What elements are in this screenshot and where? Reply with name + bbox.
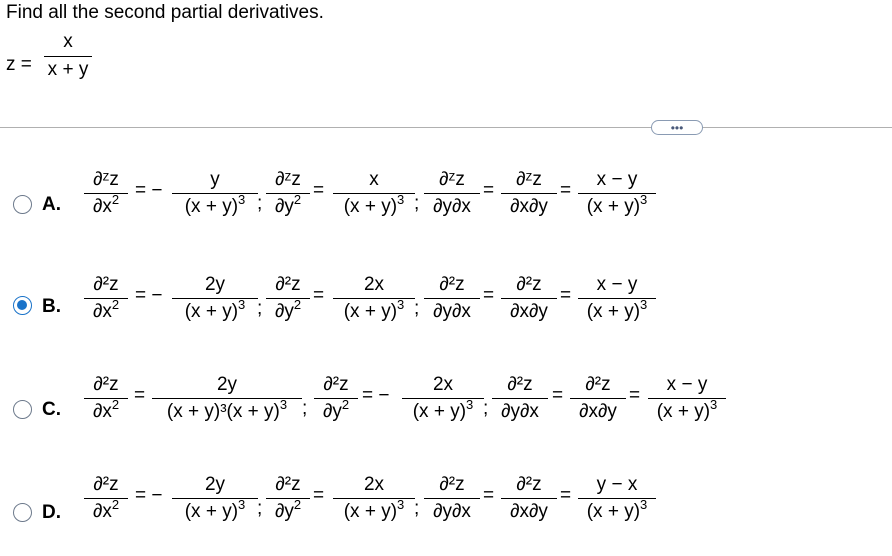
- d2z-numerator: ∂²z: [439, 274, 465, 295]
- equals-sign: =: [629, 385, 641, 406]
- d2z-numerator: ∂²z: [516, 474, 542, 495]
- equals-minus-sign: = −: [135, 485, 163, 506]
- exponent: 2: [293, 297, 302, 312]
- den-text: (x + y)³(x + y): [166, 401, 280, 422]
- rhs-denominator: [648, 399, 726, 425]
- section-divider: [0, 127, 892, 128]
- d2z-dy2-fraction: [266, 472, 310, 525]
- rhs-denominator: [172, 194, 258, 220]
- d2z-dxdy-fraction: [570, 372, 626, 425]
- rhs-fraction-2: [333, 167, 415, 220]
- exponent: 3: [397, 192, 405, 207]
- den-text: (x + y): [412, 401, 467, 422]
- d2z-dydx-fraction: [424, 167, 480, 220]
- den-text: (x + y): [586, 301, 641, 322]
- rhs-fraction-1: [172, 272, 258, 325]
- rhs-numerator: x − y: [596, 169, 638, 190]
- equals-minus-sign: = −: [135, 285, 163, 306]
- d2z-dydx-fraction: [424, 272, 480, 325]
- exponent: 2: [111, 297, 120, 312]
- exponent: 3: [238, 497, 246, 512]
- rhs-denominator: [333, 194, 415, 220]
- rhs-numerator: x − y: [596, 274, 638, 295]
- equals-sign: =: [313, 485, 325, 506]
- more-options-button[interactable]: •••: [651, 120, 703, 135]
- rhs-denominator: [578, 499, 656, 525]
- exponent: 3: [466, 397, 474, 412]
- d2z-numerator: ∂²z: [323, 374, 349, 395]
- exponent: 2: [111, 192, 120, 207]
- d2z-dxdy-fraction: [501, 472, 557, 525]
- radio-button-c[interactable]: [13, 400, 32, 419]
- dx-text: ∂x: [92, 401, 112, 422]
- rhs-denominator: [172, 499, 258, 525]
- dxdy-denominator: ∂x∂y: [510, 501, 548, 522]
- den-text: (x + y): [184, 301, 239, 322]
- dydx-denominator: ∂y∂x: [433, 196, 471, 217]
- dydx-denominator: ∂y∂x: [433, 501, 471, 522]
- rhs-denominator: [402, 399, 484, 425]
- rhs-fraction-1: [172, 167, 258, 220]
- rhs-numerator: y − x: [596, 474, 638, 495]
- exponent: 3: [640, 497, 648, 512]
- dy2-denominator: [266, 499, 310, 525]
- d2z-numerator: ∂²z: [275, 474, 301, 495]
- separator: ;: [414, 298, 420, 319]
- dy-text: ∂y: [322, 401, 342, 422]
- equals-sign: =: [560, 180, 572, 201]
- equals-sign: =: [313, 285, 325, 306]
- dydx-denominator: ∂y∂x: [433, 301, 471, 322]
- d2z-dx2-fraction: [84, 372, 128, 425]
- rhs-denominator: [578, 194, 656, 220]
- dx-text: ∂x: [92, 196, 112, 217]
- function-denominator: x + y: [47, 59, 89, 80]
- rhs-fraction-3: [578, 272, 656, 325]
- den-text: (x + y): [343, 301, 398, 322]
- den-text: (x + y): [656, 401, 711, 422]
- rhs-numerator: x: [369, 169, 379, 190]
- answer-option-b[interactable]: [0, 270, 892, 354]
- d2z-dy2-fraction: [266, 167, 310, 220]
- d2z-dxdy-fraction: [501, 167, 557, 220]
- den-text: (x + y): [184, 196, 239, 217]
- den-text: (x + y): [184, 501, 239, 522]
- separator: ;: [414, 498, 420, 519]
- equals-sign: =: [483, 285, 495, 306]
- d2z-numerator: ∂²z: [585, 374, 611, 395]
- function-fraction: [44, 28, 92, 85]
- dx2-denominator: [84, 399, 128, 425]
- equals-sign: =: [560, 285, 572, 306]
- rhs-numerator: 2x: [363, 274, 385, 295]
- rhs-fraction-1: [152, 372, 302, 425]
- d2z-numerator: ∂²z: [275, 274, 301, 295]
- radio-dot-b: [17, 300, 27, 310]
- dxdy-denominator: ∂x∂y: [579, 401, 617, 422]
- separator: ;: [302, 398, 308, 419]
- rhs-numerator: 2y: [204, 274, 226, 295]
- rhs-denominator: [333, 499, 415, 525]
- equals-minus-sign: = −: [362, 385, 390, 406]
- exponent: 2: [111, 497, 120, 512]
- dxdy-denominator: ∂x∂y: [510, 301, 548, 322]
- d2z-numerator: ∂ᶻz: [93, 169, 119, 190]
- exponent: 3: [279, 397, 288, 412]
- separator: ;: [257, 498, 263, 519]
- den-text: (x + y): [343, 501, 398, 522]
- d2z-dx2-fraction: [84, 272, 128, 325]
- dy-text: ∂y: [274, 501, 294, 522]
- dy2-denominator: [266, 194, 310, 220]
- exponent: 3: [710, 397, 718, 412]
- d2z-dydx-fraction: [424, 472, 480, 525]
- option-letter-c: C.: [42, 399, 61, 420]
- equals-sign: =: [134, 385, 146, 406]
- radio-button-d[interactable]: [13, 503, 32, 522]
- exponent: 3: [397, 297, 405, 312]
- option-letter-d: D.: [42, 502, 61, 523]
- dy2-denominator: [266, 299, 310, 325]
- exponent: 3: [238, 192, 246, 207]
- dy-text: ∂y: [274, 196, 294, 217]
- separator: ;: [483, 398, 489, 419]
- d2z-numerator: ∂²z: [507, 374, 533, 395]
- function-numerator: x: [63, 31, 73, 52]
- dx2-denominator: [84, 299, 128, 325]
- answer-option-d[interactable]: [0, 470, 892, 554]
- exponent: 2: [341, 397, 350, 412]
- option-letter-b: B.: [42, 296, 61, 317]
- dx-text: ∂x: [92, 501, 112, 522]
- exponent: 2: [111, 397, 120, 412]
- rhs-numerator: 2x: [432, 374, 454, 395]
- dx2-denominator: [84, 499, 128, 525]
- d2z-numerator: ∂²z: [439, 474, 465, 495]
- dy-text: ∂y: [274, 301, 294, 322]
- rhs-fraction-1: [172, 472, 258, 525]
- d2z-dxdy-fraction: [501, 272, 557, 325]
- answer-option-c[interactable]: [0, 370, 892, 454]
- d2z-numerator: ∂²z: [93, 274, 119, 295]
- option-letter-a: A.: [42, 194, 61, 215]
- exponent: 3: [640, 297, 648, 312]
- d2z-numerator: ∂ᶻz: [516, 169, 542, 190]
- rhs-numerator: y: [210, 169, 220, 190]
- z-label: z =: [6, 54, 32, 75]
- d2z-dydx-fraction: [492, 372, 548, 425]
- den-text: (x + y): [586, 196, 641, 217]
- separator: ;: [257, 193, 263, 214]
- equals-sign: =: [313, 180, 325, 201]
- rhs-denominator: [152, 399, 302, 425]
- rhs-denominator: [333, 299, 415, 325]
- rhs-numerator: 2x: [363, 474, 385, 495]
- exponent: 2: [293, 497, 302, 512]
- d2z-numerator: ∂²z: [516, 274, 542, 295]
- dx-text: ∂x: [92, 301, 112, 322]
- d2z-dy2-fraction: [314, 372, 358, 425]
- d2z-numerator: ∂²z: [93, 374, 119, 395]
- rhs-fraction-2: [333, 472, 415, 525]
- rhs-denominator: [578, 299, 656, 325]
- radio-button-a[interactable]: [13, 195, 32, 214]
- separator: ;: [257, 298, 263, 319]
- dy2-denominator: [314, 399, 358, 425]
- radio-button-b[interactable]: [13, 296, 32, 315]
- rhs-numerator: x − y: [666, 374, 708, 395]
- d2z-dy2-fraction: [266, 272, 310, 325]
- rhs-fraction-2: [333, 272, 415, 325]
- equals-sign: =: [483, 180, 495, 201]
- dxdy-denominator: ∂x∂y: [510, 196, 548, 217]
- rhs-fraction-3: [578, 472, 656, 525]
- exponent: 2: [293, 192, 302, 207]
- equals-minus-sign: = −: [135, 180, 163, 201]
- separator: ;: [414, 193, 420, 214]
- rhs-numerator: 2y: [216, 374, 238, 395]
- d2z-dx2-fraction: [84, 472, 128, 525]
- d2z-numerator: ∂²z: [93, 474, 119, 495]
- den-text: (x + y): [343, 196, 398, 217]
- exponent: 3: [640, 192, 648, 207]
- answer-option-a[interactable]: [0, 165, 892, 249]
- d2z-dx2-fraction: [84, 167, 128, 220]
- equals-sign: =: [483, 485, 495, 506]
- rhs-fraction-3: [578, 167, 656, 220]
- d2z-numerator: ∂ᶻz: [439, 169, 465, 190]
- equals-sign: =: [552, 385, 564, 406]
- question-prompt: Find all the second partial derivatives.: [6, 2, 324, 23]
- exponent: 3: [397, 497, 405, 512]
- exponent: 3: [238, 297, 246, 312]
- den-text: (x + y): [586, 501, 641, 522]
- rhs-numerator: 2y: [204, 474, 226, 495]
- rhs-fraction-3: [648, 372, 726, 425]
- d2z-numerator: ∂ᶻz: [275, 169, 301, 190]
- rhs-fraction-2: [402, 372, 484, 425]
- dydx-denominator: ∂y∂x: [501, 401, 539, 422]
- dx2-denominator: [84, 194, 128, 220]
- rhs-denominator: [172, 299, 258, 325]
- equals-sign: =: [560, 485, 572, 506]
